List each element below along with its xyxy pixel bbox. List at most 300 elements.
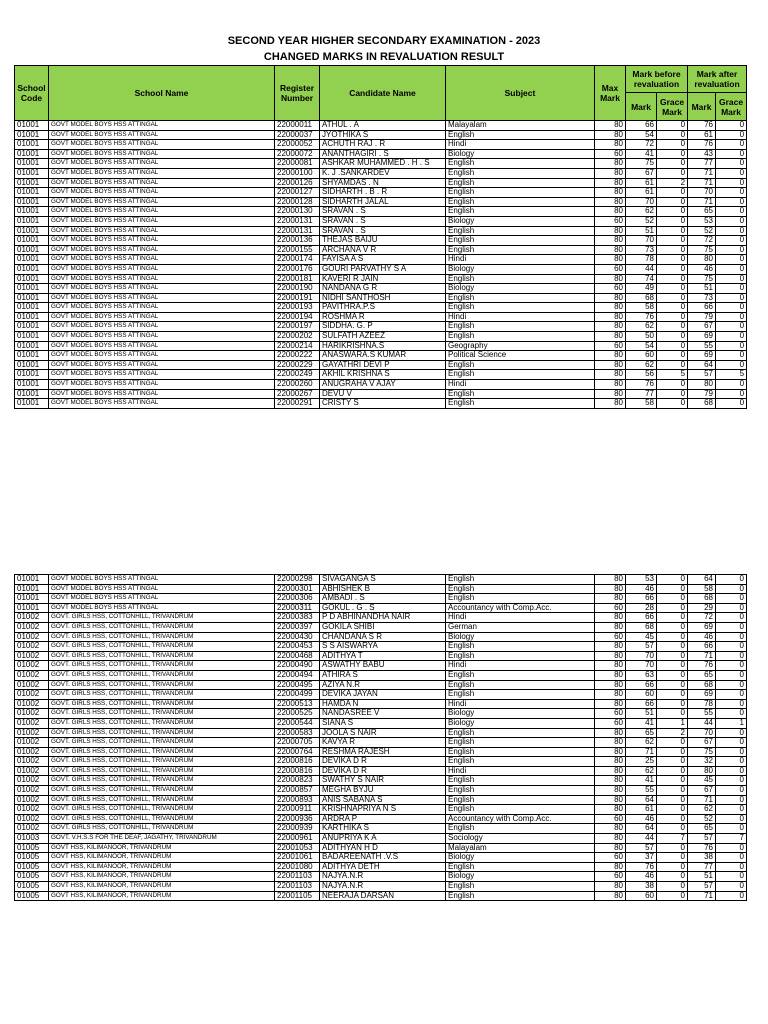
- cell-candidate-name: NANDANA G R: [320, 284, 446, 294]
- table-row: [15, 814, 747, 824]
- cell-max-mark: 80: [595, 690, 626, 700]
- cell-grace-before: 0: [657, 699, 688, 709]
- cell-register-number: 22000176: [275, 264, 320, 274]
- cell-school-name: GOVT MODEL BOYS HSS ATTINGAL: [49, 399, 275, 409]
- cell-subject: English: [446, 575, 595, 585]
- cell-school-code: 01002: [15, 690, 49, 700]
- page-subtitle: CHANGED MARKS IN REVALUATION RESULT: [263, 51, 505, 63]
- cell-candidate-name: FAYISA A S: [320, 255, 446, 265]
- cell-mark-after: 73: [688, 293, 716, 303]
- table-row: [15, 303, 747, 313]
- cell-subject: English: [446, 389, 595, 399]
- cell-subject: Accountancy with Comp.Acc.: [446, 814, 595, 824]
- cell-subject: English: [446, 594, 595, 604]
- cell-mark-before: 77: [626, 389, 657, 399]
- cell-grace-after: 0: [716, 216, 747, 226]
- cell-grace-after: 0: [716, 603, 747, 613]
- cell-mark-after: 65: [688, 207, 716, 217]
- cell-school-code: 01002: [15, 699, 49, 709]
- cell-grace-after: 0: [716, 747, 747, 757]
- cell-grace-before: 0: [657, 584, 688, 594]
- cell-school-code: 01001: [15, 149, 49, 159]
- cell-mark-after: 46: [688, 632, 716, 642]
- header-after-mark: Mark: [688, 93, 716, 121]
- cell-subject: English: [446, 130, 595, 140]
- cell-candidate-name: ADITHYAN H D: [320, 843, 446, 853]
- cell-mark-before: 60: [626, 891, 657, 901]
- cell-candidate-name: THEJAS BAIJU: [320, 236, 446, 246]
- cell-school-name: GOVT. GIRLS HSS, COTTONHILL, TRIVANDRUM: [49, 824, 275, 834]
- cell-subject: Hindi: [446, 699, 595, 709]
- cell-subject: English: [446, 236, 595, 246]
- cell-mark-after: 69: [688, 622, 716, 632]
- cell-mark-after: 46: [688, 264, 716, 274]
- cell-subject: English: [446, 399, 595, 409]
- cell-candidate-name: SIANA S: [320, 718, 446, 728]
- results-body-part1: [15, 121, 747, 409]
- cell-school-code: 01002: [15, 766, 49, 776]
- cell-grace-after: 0: [716, 872, 747, 882]
- cell-candidate-name: KARTHIKA S: [320, 824, 446, 834]
- cell-school-code: 01002: [15, 661, 49, 671]
- cell-grace-after: 0: [716, 699, 747, 709]
- cell-school-name: GOVT. GIRLS HSS, COTTONHILL, TRIVANDRUM: [49, 670, 275, 680]
- cell-register-number: 22000126: [275, 178, 320, 188]
- cell-register-number: 22000181: [275, 274, 320, 284]
- cell-candidate-name: SRAVAN . S: [320, 216, 446, 226]
- table-row: [15, 594, 747, 604]
- table-row: [15, 862, 747, 872]
- table-row: [15, 651, 747, 661]
- cell-grace-after: 0: [716, 728, 747, 738]
- cell-mark-after: 52: [688, 226, 716, 236]
- cell-mark-before: 62: [626, 207, 657, 217]
- cell-mark-after: 61: [688, 130, 716, 140]
- cell-max-mark: 80: [595, 168, 626, 178]
- cell-max-mark: 80: [595, 680, 626, 690]
- cell-mark-before: 41: [626, 149, 657, 159]
- table-row: [15, 274, 747, 284]
- cell-register-number: 22000468: [275, 651, 320, 661]
- cell-subject: English: [446, 776, 595, 786]
- cell-school-code: 01002: [15, 709, 49, 719]
- cell-school-code: 01001: [15, 121, 49, 131]
- table-row: [15, 670, 747, 680]
- cell-max-mark: 80: [595, 786, 626, 796]
- cell-max-mark: 80: [595, 255, 626, 265]
- cell-school-name: GOVT MODEL BOYS HSS ATTINGAL: [49, 274, 275, 284]
- cell-school-name: GOVT MODEL BOYS HSS ATTINGAL: [49, 236, 275, 246]
- cell-candidate-name: AMBADI . S: [320, 594, 446, 604]
- cell-grace-before: 0: [657, 872, 688, 882]
- cell-grace-after: 0: [716, 121, 747, 131]
- cell-mark-after: 80: [688, 380, 716, 390]
- cell-school-code: 01001: [15, 274, 49, 284]
- cell-mark-before: 44: [626, 264, 657, 274]
- cell-school-name: GOVT. GIRLS HSS, COTTONHILL, TRIVANDRUM: [49, 632, 275, 642]
- cell-mark-before: 73: [626, 245, 657, 255]
- cell-school-name: GOVT MODEL BOYS HSS ATTINGAL: [49, 303, 275, 313]
- cell-grace-after: 0: [716, 255, 747, 265]
- cell-grace-after: 0: [716, 140, 747, 150]
- cell-grace-before: 0: [657, 188, 688, 198]
- cell-grace-after: 0: [716, 690, 747, 700]
- cell-mark-after: 77: [688, 862, 716, 872]
- cell-mark-before: 66: [626, 699, 657, 709]
- cell-grace-before: 7: [657, 834, 688, 844]
- table-row: [15, 389, 747, 399]
- cell-mark-after: 71: [688, 651, 716, 661]
- cell-school-code: 01001: [15, 130, 49, 140]
- cell-mark-after: 32: [688, 757, 716, 767]
- cell-mark-before: 45: [626, 632, 657, 642]
- cell-grace-after: 0: [716, 853, 747, 863]
- cell-candidate-name: DEVU V: [320, 389, 446, 399]
- cell-school-code: 01001: [15, 236, 49, 246]
- cell-school-name: GOVT MODEL BOYS HSS ATTINGAL: [49, 293, 275, 303]
- cell-subject: English: [446, 862, 595, 872]
- cell-grace-before: 0: [657, 389, 688, 399]
- cell-subject: Geography: [446, 341, 595, 351]
- cell-register-number: 22000155: [275, 245, 320, 255]
- cell-register-number: 22000127: [275, 188, 320, 198]
- cell-school-code: 01001: [15, 380, 49, 390]
- cell-register-number: 22000100: [275, 168, 320, 178]
- cell-school-name: GOVT. GIRLS HSS, COTTONHILL, TRIVANDRUM: [49, 757, 275, 767]
- cell-school-code: 01001: [15, 370, 49, 380]
- cell-subject: English: [446, 882, 595, 892]
- table-row: [15, 853, 747, 863]
- header-candidate-name: Candidate Name: [320, 66, 446, 121]
- table-row: [15, 805, 747, 815]
- cell-school-code: 01002: [15, 805, 49, 815]
- cell-mark-before: 66: [626, 594, 657, 604]
- cell-subject: Biology: [446, 264, 595, 274]
- table-row: [15, 882, 747, 892]
- cell-candidate-name: SULFATH AZEEZ: [320, 332, 446, 342]
- cell-grace-before: 0: [657, 670, 688, 680]
- cell-max-mark: 80: [595, 891, 626, 901]
- cell-grace-after: 0: [716, 814, 747, 824]
- cell-register-number: 22000136: [275, 236, 320, 246]
- cell-grace-before: 0: [657, 862, 688, 872]
- cell-grace-after: 0: [716, 245, 747, 255]
- cell-grace-after: 0: [716, 661, 747, 671]
- cell-school-code: 01002: [15, 670, 49, 680]
- cell-school-code: 01001: [15, 603, 49, 613]
- table-row: [15, 178, 747, 188]
- cell-candidate-name: ABHISHEK B: [320, 584, 446, 594]
- cell-grace-before: 0: [657, 341, 688, 351]
- cell-subject: English: [446, 332, 595, 342]
- cell-school-name: GOVT MODEL BOYS HSS ATTINGAL: [49, 360, 275, 370]
- table-row: [15, 130, 747, 140]
- cell-grace-before: 0: [657, 140, 688, 150]
- cell-mark-after: 76: [688, 843, 716, 853]
- cell-register-number: 22000857: [275, 786, 320, 796]
- cell-mark-before: 76: [626, 312, 657, 322]
- cell-register-number: 22000298: [275, 575, 320, 585]
- cell-mark-before: 70: [626, 661, 657, 671]
- cell-grace-before: 0: [657, 690, 688, 700]
- cell-max-mark: 80: [595, 188, 626, 198]
- cell-mark-after: 79: [688, 389, 716, 399]
- cell-mark-before: 71: [626, 747, 657, 757]
- cell-school-code: 01001: [15, 575, 49, 585]
- cell-grace-before: 0: [657, 651, 688, 661]
- header-before-grace: Grace Mark: [657, 93, 688, 121]
- cell-school-code: 01001: [15, 351, 49, 361]
- table-row: [15, 207, 747, 217]
- cell-grace-after: 0: [716, 197, 747, 207]
- cell-mark-after: 65: [688, 670, 716, 680]
- cell-register-number: 22000494: [275, 670, 320, 680]
- cell-subject: English: [446, 168, 595, 178]
- cell-school-code: 01001: [15, 293, 49, 303]
- cell-register-number: 22000816: [275, 757, 320, 767]
- cell-subject: English: [446, 738, 595, 748]
- cell-mark-after: 76: [688, 121, 716, 131]
- cell-grace-after: 0: [716, 594, 747, 604]
- cell-grace-before: 0: [657, 603, 688, 613]
- cell-grace-before: 0: [657, 709, 688, 719]
- cell-school-name: GOVT HSS, KILIMANOOR, TRIVANDRUM: [49, 891, 275, 901]
- cell-school-name: GOVT. GIRLS HSS, COTTONHILL, TRIVANDRUM: [49, 795, 275, 805]
- cell-subject: Hindi: [446, 140, 595, 150]
- cell-grace-after: 0: [716, 159, 747, 169]
- cell-school-code: 01001: [15, 312, 49, 322]
- cell-grace-after: 0: [716, 795, 747, 805]
- table-row: [15, 284, 747, 294]
- table-row: [15, 159, 747, 169]
- table-row: [15, 718, 747, 728]
- cell-grace-before: 0: [657, 197, 688, 207]
- table-row: [15, 795, 747, 805]
- cell-grace-after: 0: [716, 843, 747, 853]
- cell-grace-before: 0: [657, 312, 688, 322]
- cell-candidate-name: P D ABHINANDHA NAIR: [320, 613, 446, 623]
- cell-max-mark: 80: [595, 207, 626, 217]
- cell-mark-before: 70: [626, 236, 657, 246]
- cell-grace-before: 0: [657, 264, 688, 274]
- cell-candidate-name: ANUPRIYA K A: [320, 834, 446, 844]
- cell-candidate-name: NAJYA.N.R: [320, 882, 446, 892]
- cell-subject: Biology: [446, 284, 595, 294]
- cell-register-number: 22000197: [275, 322, 320, 332]
- cell-grace-before: 0: [657, 882, 688, 892]
- table-row: [15, 690, 747, 700]
- cell-mark-after: 76: [688, 140, 716, 150]
- cell-mark-before: 46: [626, 584, 657, 594]
- cell-grace-before: 0: [657, 322, 688, 332]
- cell-mark-before: 55: [626, 786, 657, 796]
- cell-register-number: 22000911: [275, 805, 320, 815]
- cell-subject: English: [446, 360, 595, 370]
- cell-school-name: GOVT MODEL BOYS HSS ATTINGAL: [49, 351, 275, 361]
- cell-school-name: GOVT MODEL BOYS HSS ATTINGAL: [49, 197, 275, 207]
- cell-candidate-name: DEVIKA JAYAN: [320, 690, 446, 700]
- cell-subject: English: [446, 274, 595, 284]
- cell-school-name: GOVT HSS, KILIMANOOR, TRIVANDRUM: [49, 882, 275, 892]
- cell-school-code: 01001: [15, 264, 49, 274]
- cell-mark-after: 65: [688, 824, 716, 834]
- cell-mark-after: 55: [688, 709, 716, 719]
- results-table-part2: [14, 574, 747, 901]
- cell-register-number: 22000893: [275, 795, 320, 805]
- cell-school-name: GOVT MODEL BOYS HSS ATTINGAL: [49, 284, 275, 294]
- cell-register-number: 22000249: [275, 370, 320, 380]
- cell-register-number: 22000128: [275, 197, 320, 207]
- cell-grace-after: 0: [716, 236, 747, 246]
- cell-school-name: GOVT MODEL BOYS HSS ATTINGAL: [49, 178, 275, 188]
- cell-max-mark: 80: [595, 594, 626, 604]
- cell-grace-after: 0: [716, 575, 747, 585]
- cell-grace-before: 0: [657, 795, 688, 805]
- cell-mark-before: 54: [626, 341, 657, 351]
- cell-grace-after: 0: [716, 882, 747, 892]
- cell-max-mark: 60: [595, 603, 626, 613]
- cell-register-number: 22000194: [275, 312, 320, 322]
- cell-candidate-name: ADITHYA DETH: [320, 862, 446, 872]
- cell-candidate-name: ASWATHY BABU: [320, 661, 446, 671]
- cell-candidate-name: SWATHY S NAIR: [320, 776, 446, 786]
- cell-max-mark: 80: [595, 130, 626, 140]
- cell-mark-before: 53: [626, 575, 657, 585]
- cell-register-number: 22001061: [275, 853, 320, 863]
- cell-school-code: 01001: [15, 584, 49, 594]
- cell-subject: Biology: [446, 718, 595, 728]
- cell-mark-before: 62: [626, 322, 657, 332]
- cell-register-number: 22000191: [275, 293, 320, 303]
- cell-register-number: 22000214: [275, 341, 320, 351]
- cell-school-code: 01001: [15, 255, 49, 265]
- cell-register-number: 22000453: [275, 642, 320, 652]
- cell-max-mark: 80: [595, 642, 626, 652]
- table-row: [15, 776, 747, 786]
- cell-grace-after: 0: [716, 642, 747, 652]
- cell-mark-before: 57: [626, 642, 657, 652]
- cell-mark-before: 65: [626, 728, 657, 738]
- cell-school-name: GOVT MODEL BOYS HSS ATTINGAL: [49, 603, 275, 613]
- table-row: [15, 245, 747, 255]
- cell-candidate-name: GOKUL . G . S: [320, 603, 446, 613]
- cell-register-number: 22000190: [275, 284, 320, 294]
- table-row: [15, 149, 747, 159]
- cell-candidate-name: SRAVAN . S: [320, 226, 446, 236]
- cell-school-code: 01001: [15, 332, 49, 342]
- cell-mark-before: 61: [626, 805, 657, 815]
- cell-mark-after: 69: [688, 351, 716, 361]
- cell-school-name: GOVT MODEL BOYS HSS ATTINGAL: [49, 594, 275, 604]
- cell-subject: German: [446, 622, 595, 632]
- cell-grace-before: 0: [657, 399, 688, 409]
- cell-school-name: GOVT. V.H.S.S FOR THE DEAF, JAGATHY, TRIVANDRUM: [49, 834, 275, 844]
- cell-mark-after: 75: [688, 747, 716, 757]
- cell-school-name: GOVT MODEL BOYS HSS ATTINGAL: [49, 332, 275, 342]
- cell-mark-after: 57: [688, 370, 716, 380]
- cell-subject: Biology: [446, 709, 595, 719]
- cell-register-number: 22000037: [275, 130, 320, 140]
- table-row: [15, 757, 747, 767]
- cell-max-mark: 80: [595, 805, 626, 815]
- cell-candidate-name: SRAVAN . S: [320, 207, 446, 217]
- cell-subject: Sociology: [446, 834, 595, 844]
- cell-max-mark: 80: [595, 795, 626, 805]
- cell-school-name: GOVT MODEL BOYS HSS ATTINGAL: [49, 322, 275, 332]
- cell-candidate-name: HARIKRISHNA.S: [320, 341, 446, 351]
- cell-candidate-name: ROSHMA R: [320, 312, 446, 322]
- cell-school-code: 01001: [15, 303, 49, 313]
- cell-grace-after: 1: [716, 718, 747, 728]
- cell-max-mark: 80: [595, 159, 626, 169]
- table-row: [15, 824, 747, 834]
- cell-school-code: 01001: [15, 159, 49, 169]
- cell-school-code: 01002: [15, 795, 49, 805]
- cell-subject: English: [446, 303, 595, 313]
- cell-candidate-name: ACHUTH RAJ . R: [320, 140, 446, 150]
- cell-register-number: 22000052: [275, 140, 320, 150]
- cell-mark-after: 55: [688, 341, 716, 351]
- cell-mark-after: 64: [688, 360, 716, 370]
- cell-mark-after: 68: [688, 399, 716, 409]
- cell-candidate-name: GOKILA SHIBI: [320, 622, 446, 632]
- cell-grace-before: 0: [657, 159, 688, 169]
- cell-mark-after: 75: [688, 274, 716, 284]
- cell-register-number: 22000939: [275, 824, 320, 834]
- cell-max-mark: 80: [595, 584, 626, 594]
- cell-school-code: 01001: [15, 322, 49, 332]
- cell-school-name: GOVT. GIRLS HSS, COTTONHILL, TRIVANDRUM: [49, 747, 275, 757]
- cell-grace-after: 0: [716, 622, 747, 632]
- cell-school-name: GOVT MODEL BOYS HSS ATTINGAL: [49, 159, 275, 169]
- table-row: [15, 140, 747, 150]
- cell-school-code: 01005: [15, 853, 49, 863]
- cell-school-name: GOVT MODEL BOYS HSS ATTINGAL: [49, 389, 275, 399]
- cell-school-code: 01002: [15, 747, 49, 757]
- cell-grace-before: 0: [657, 130, 688, 140]
- cell-mark-after: 51: [688, 284, 716, 294]
- cell-max-mark: 80: [595, 245, 626, 255]
- cell-grace-after: 5: [716, 370, 747, 380]
- cell-mark-after: 71: [688, 891, 716, 901]
- cell-school-code: 01002: [15, 680, 49, 690]
- cell-max-mark: 80: [595, 389, 626, 399]
- cell-school-name: GOVT MODEL BOYS HSS ATTINGAL: [49, 380, 275, 390]
- cell-candidate-name: ANIS SABANA S: [320, 795, 446, 805]
- cell-school-code: 01001: [15, 226, 49, 236]
- table-row: [15, 834, 747, 844]
- header-school-code: School Code: [15, 66, 49, 121]
- cell-mark-after: 77: [688, 159, 716, 169]
- cell-mark-after: 72: [688, 236, 716, 246]
- cell-school-name: GOVT MODEL BOYS HSS ATTINGAL: [49, 149, 275, 159]
- cell-candidate-name: NEERAJA DARSAN: [320, 891, 446, 901]
- cell-mark-before: 70: [626, 651, 657, 661]
- cell-candidate-name: ANASWARA.S KUMAR: [320, 351, 446, 361]
- table-row: [15, 399, 747, 409]
- table-row: [15, 747, 747, 757]
- cell-max-mark: 60: [595, 341, 626, 351]
- cell-school-code: 01001: [15, 178, 49, 188]
- cell-school-code: 01001: [15, 188, 49, 198]
- cell-school-code: 01001: [15, 594, 49, 604]
- cell-register-number: 22000495: [275, 680, 320, 690]
- cell-mark-before: 41: [626, 776, 657, 786]
- cell-candidate-name: AKHIL KRISHNA S: [320, 370, 446, 380]
- cell-grace-before: 0: [657, 680, 688, 690]
- cell-mark-before: 78: [626, 255, 657, 265]
- cell-mark-after: 70: [688, 188, 716, 198]
